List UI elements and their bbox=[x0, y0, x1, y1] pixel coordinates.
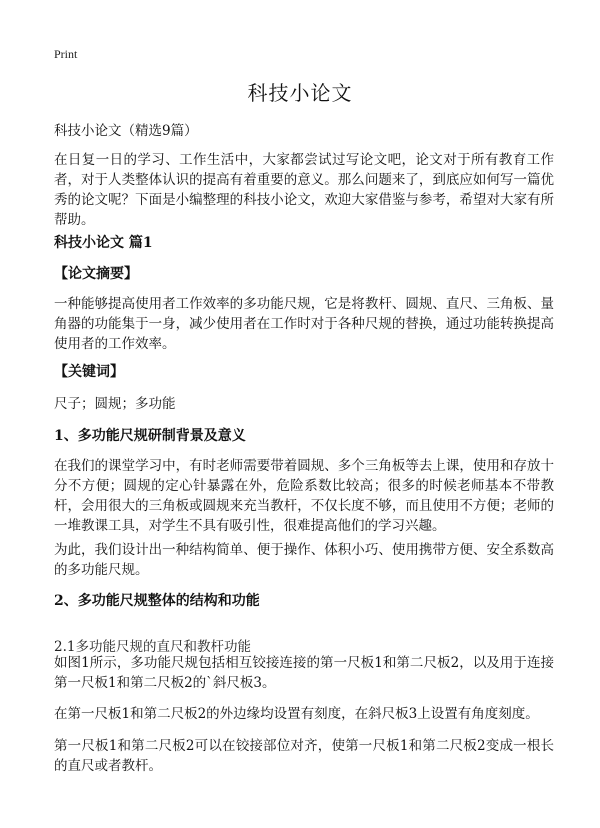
part2-subheading: 2.1多功能尺规的直尺和教杆功能 bbox=[54, 638, 251, 655]
abstract-paragraph: 一种能够提高使用者工作效率的多功能尺规，它是将教杆、圆规、直尺、三角板、量角器的功能集于一身，减少使用者在工作时对于各种尺规的替换，通过功能转换提高使用者的工作效率。 bbox=[54, 296, 554, 352]
part2-paragraph-1: 如图1所示，多功能尺规包括相互铰接连接的第一尺板1和第二尺板2，以及用于连接第一尺板1和第二尺板2的`斜尺板3。 bbox=[54, 655, 554, 691]
part1-paragraph-2: 为此，我们设计出一种结构简单、便于操作、体积小巧、使用携带方便、安全系数高的多功能尺规。 bbox=[54, 542, 554, 578]
part2-heading: 2、多功能尺规整体的结构和功能 bbox=[54, 593, 260, 609]
part2-paragraph-3: 第一尺板1和第二尺板2可以在铰接部位对齐，使第一尺板1和第二尺板2变成一根长的直尺或者教杆。 bbox=[54, 738, 554, 774]
part1-heading: 1、多功能尺规研制背景及意义 bbox=[54, 428, 246, 444]
keywords-paragraph: 尺子；圆规；多功能 bbox=[54, 396, 176, 412]
abstract-heading: 【论文摘要】 bbox=[54, 266, 138, 282]
intro-paragraph: 在日复一日的学习、工作生活中，大家都尝试过写论文吧，论文对于所有教育工作者，对于人类整体认识的提高有着重要的意义。那么问题来了，到底应如何写一篇优秀的论文呢？下面是小编整理的科技小论文，欢迎大家借鉴与参考，希望对大家有所帮助。 bbox=[54, 152, 554, 228]
keywords-heading: 【关键词】 bbox=[54, 364, 124, 380]
page-title: 科技小论文 bbox=[247, 81, 353, 105]
part2-paragraph-2: 在第一尺板1和第二尺板2的外边缘均设置有刻度，在斜尺板3上设置有角度刻度。 bbox=[54, 706, 539, 722]
print-link[interactable]: Print bbox=[54, 47, 78, 61]
article-subtitle: 科技小论文（精选9篇） bbox=[54, 123, 198, 139]
part1-paragraph-1: 在我们的课堂学习中，有时老师需要带着圆规、多个三角板等去上课，使用和存放十分不方便；圆规的定心针暴露在外，危险系数比较高；很多的时候老师基本不带教杆，会用很大的三角板或圆规来充当教杆，不仅长度不够，而且使用不方便；老师的一堆教课工具，对学生不具有吸引性，很难提高他们的学习兴趣。 bbox=[54, 458, 554, 534]
section-heading: 科技小论文 篇1 bbox=[54, 235, 153, 251]
